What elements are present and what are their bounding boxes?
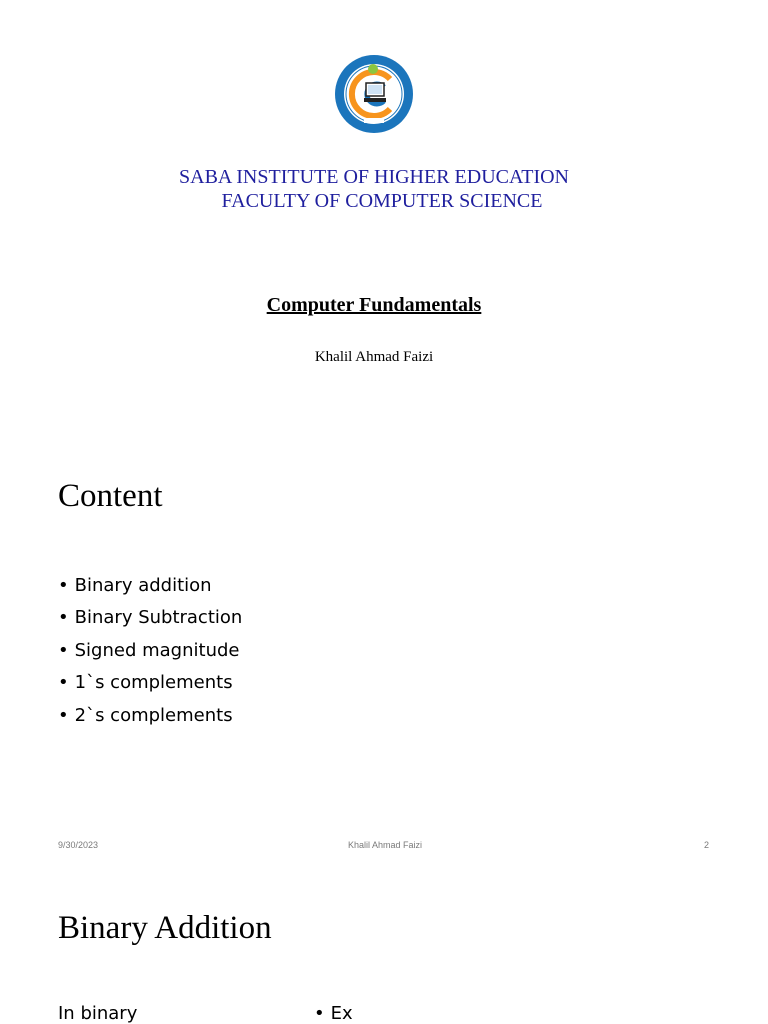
footer-date: 9/30/2023 bbox=[58, 840, 99, 850]
institute-logo bbox=[334, 54, 414, 134]
list-item: • 1`s complements bbox=[58, 667, 242, 699]
list-item: • Binary addition bbox=[58, 570, 242, 602]
course-title: Computer Fundamentals bbox=[266, 294, 482, 316]
example-bullet: • Ex bbox=[314, 1003, 353, 1024]
list-item: • Signed magnitude bbox=[58, 635, 242, 667]
binary-addition-heading: Binary Addition bbox=[58, 910, 272, 946]
computer-science-seal-icon bbox=[334, 54, 414, 134]
faculty-name: FACULTY OF COMPUTER SCIENCE bbox=[221, 190, 543, 212]
list-item: • 2`s complements bbox=[58, 700, 242, 732]
page-number: 2 bbox=[704, 840, 710, 850]
content-heading: Content bbox=[58, 478, 163, 514]
institute-name: SABA INSTITUTE OF HIGHER EDUCATION bbox=[179, 166, 569, 188]
list-item: • Binary Subtraction bbox=[58, 602, 242, 634]
content-list bbox=[58, 570, 242, 732]
footer-author: Khalil Ahmad Faizi bbox=[348, 840, 423, 850]
author-name: Khalil Ahmad Faizi bbox=[314, 349, 434, 365]
in-binary-text: In binary bbox=[58, 1003, 138, 1024]
